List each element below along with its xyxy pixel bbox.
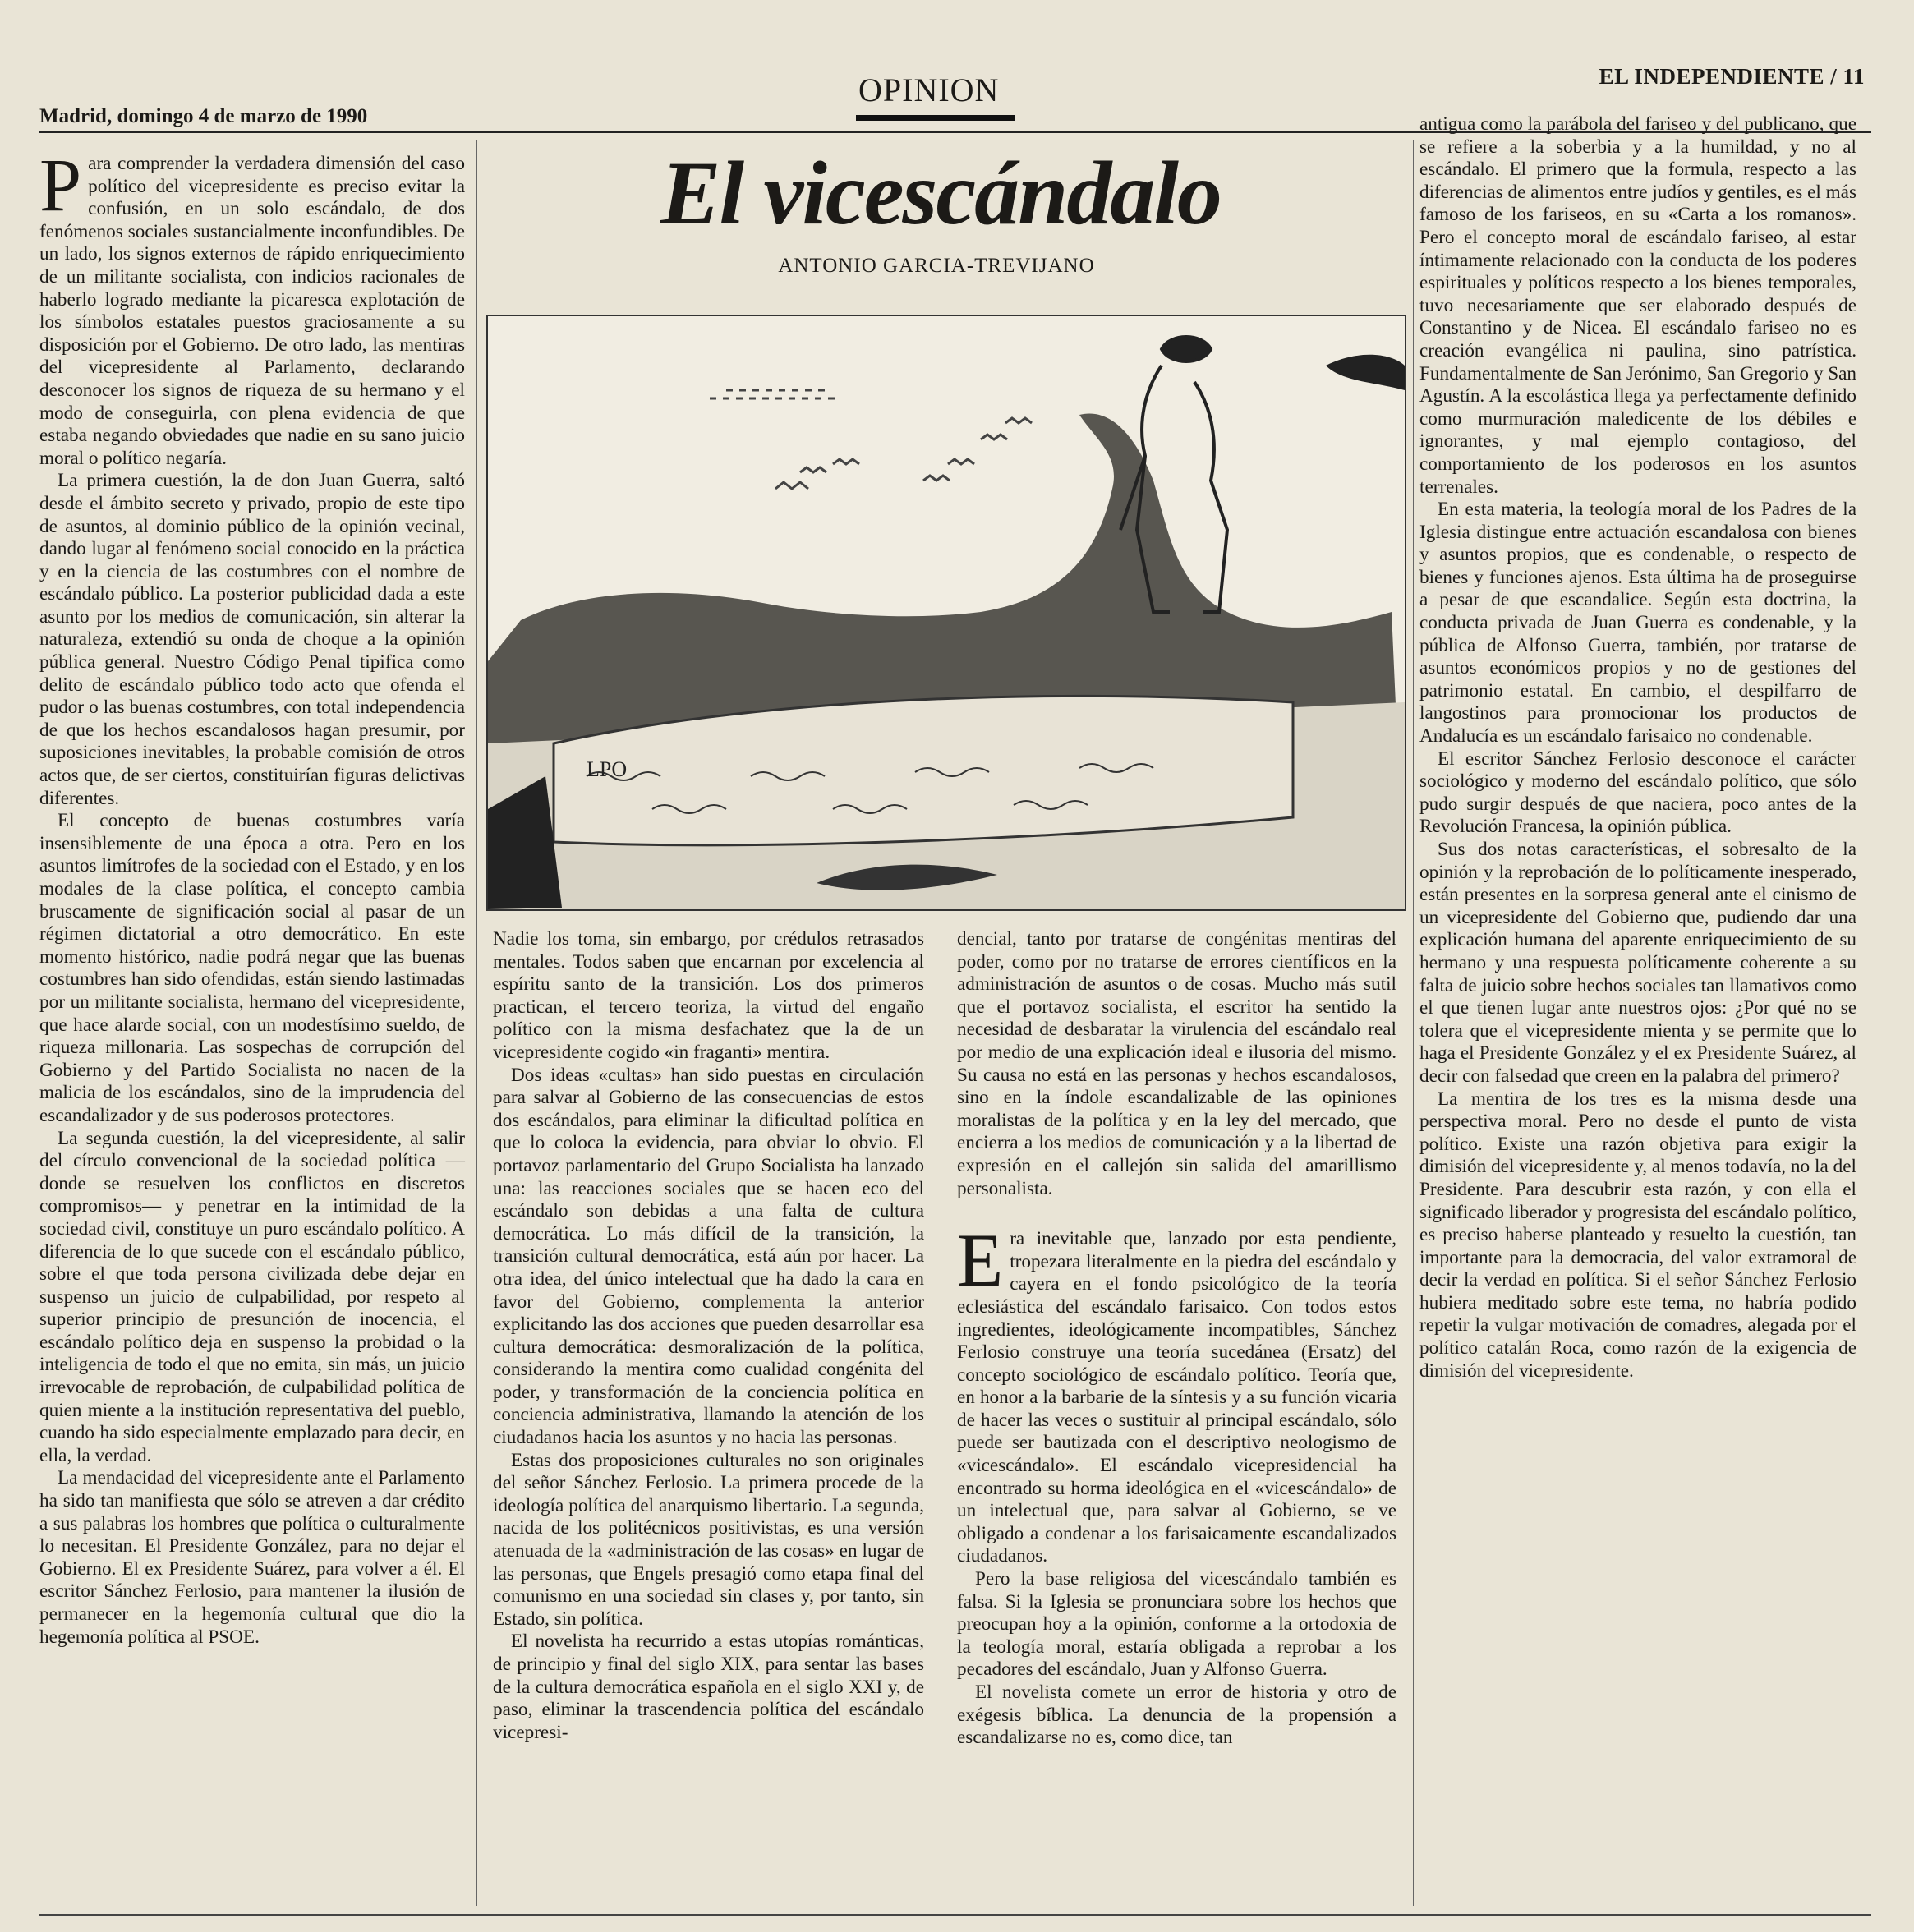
article-column-3 — [957, 928, 1396, 1750]
drop-cap-p: P — [39, 143, 82, 227]
paragraph: Dos ideas «cultas» han sido puestas en circulación para salvar al Gobierno de las consecuencias de estos dos escándalos, para eliminar la dificultad política en que lo coloca la evidencia, para obviar lo obvio. El portavoz parlamentario del Grupo Socialista ha lanzado una: las reacciones sociales que se hacen eco del escándalo son debidas a una falta de cultura democrática. Lo más difícil de la transición, la transición cultural democrática, está aún por hacer. La otra idea, del único intelectual que ha dado la cara en favor del Gobierno, complementa la anterior explicitando las dos acciones que pueden desarrollar esa cultura democrática: desmoralización de la política, considerando la mentira como cualidad congénita del poder, y transformación de la conciencia política en conciencia administrativa, llamando la atención de los ciudadanos hacia los asuntos y no hacia las personas. — [493, 1064, 924, 1449]
article-title: El vicescándalo — [660, 143, 1221, 243]
article-column-2 — [493, 928, 924, 1744]
paragraph: El novelista comete un error de historia y otro de exégesis bíblica. La denuncia de la propensión a escandalizarse no es, como dice, tan — [957, 1681, 1396, 1749]
paragraph: Estas dos proposiciones culturales no son originales del señor Sánchez Ferlosio. La primera procede de la ideología política del anarquismo libertario. La segunda, nacida de los politécnicos positivistas, es una versión atenuada de la «administración de las cosas» en lugar de las personas, que Engels presagió como etapa final del comunismo en una sociedad sin clases y, por tanto, sin Estado, sin política. — [493, 1449, 924, 1630]
paragraph: El escritor Sánchez Ferlosio desconoce el carácter sociológico y moderno del escándalo político, que sólo pudo surgir después de que naciera, poco antes de la Revolución Francesa, la opinión pública. — [1419, 748, 1856, 838]
paragraph: La mentira de los tres es la misma desde una perspectiva moral. Pero no desde el punto de vista político. Existe una razón objetiva para exigir la dimisión del vicepresidente y, al menos todavía, no la del Presidente. Para descubrir esta razón, y con ella el significado liberador y progresista del escándalo político, es preciso haberse planteado y resuelto la cuestión, tan importante para la democracia, del valor extramoral de decir la verdad en política. Si el señor Sánchez Ferlosio hubiera meditado sobre este tema, no habría podido repetir la vulgar motivación de comadres, alegada por el político catalán Roca, como razón de la exigencia de dimisión del vicepresidente. — [1419, 1088, 1856, 1382]
paragraph: antigua como la parábola del fariseo y del publicano, que se refiere a la soberbia y a la humildad, y no al escándalo. El primero que la formula, respecto a las diferencias de alimentos entre judíos y gentiles, es el más famoso de los fariseos, en su «Carta a los romanos». Pero el concepto moral de escándalo fariseo, al estar íntimamente relacionado con la conducta de los poderes espirituales y políticos respecto a los bienes temporales, tuvo necesariamente que ser elaborado después de Constantino y de Nicea. El escándalo fariseo no es creación evangélica ni paulina, sino patrística. Fundamentalmente de San Jerónimo, San Gregorio y San Agustín. A la escolástica llega ya perfectamente definido como murmuración maledicente de los débiles e ignorantes, y mal ejemplo contagioso, del comportamiento de los poderosos en los asuntos terrenales. — [1419, 113, 1856, 498]
footer-rule — [39, 1914, 1871, 1916]
section-title: OPINION — [858, 71, 1000, 108]
column-rule-3 — [1413, 140, 1414, 1906]
paragraph: Nadie los toma, sin embargo, por crédulos retrasados mentales. Todos saben que encarnan por excelencia al espíritu santo de la transición. Los dos primeros practican, el tercero teoriza, la virtud del engaño político con la misma desfachatez que la de un vicepresidente cogido «in fraganti» mentira. — [493, 928, 924, 1063]
column-rule-1 — [476, 140, 477, 1906]
issue-date: Madrid, domingo 4 de marzo de 1990 — [39, 105, 368, 127]
paragraph: dencial, tanto por tratarse de congénitas mentiras del poder, como por no tratarse de errores científicos en la administración de asuntos o de cosas. Mucho más sutil que el portavoz socialista, el escritor ha sentido la necesidad de desbaratar la virulencia del escándalo real por medio de una explicación ideal e ilusoria del mismo. Su causa no está en las personas y hechos escandalosos, sino en la índole escandalizable de las opiniones moralistas de la política y en la ley del mercado, que encierra a los medios de comunicación y a la libertad de expresión en el callejón sin salida del amarillismo personalista. — [957, 928, 1396, 1199]
paragraph: Sus dos notas características, el sobresalto de la opinión y la reprobación de lo políticamente inesperado, están presentes en la sorpresa general ante el cinismo de un vicepresidente del Gobierno que, pudiendo dar una explicación humana del aparente enriquecimiento de su hermano y una respuesta políticamente coherente a su falta de juicio sobre hechos sociales tan llamativos como el que tienen lugar ante nuestros ojos: ¿Por qué no se tolera que el vicepresidente mienta y se permite que lo haga el Presidente González y el ex Presidente Suárez, al decir con falsedad que creen en la palabra del primero? — [1419, 839, 1856, 1087]
article-column-4 — [1419, 113, 1856, 1382]
paragraph: ra inevitable que, lanzado por esta pendiente, tropezara literalmente en la piedra del escándalo y cayera en el fondo psicológico de la teoría eclesiástica del escándalo farisaico. Con todos estos ingredientes, ideológicamente incompatibles, Sánchez Ferlosio construye una teoría sucedánea (Ersatz) del concepto sociológico de escándalo político. Teoría que, en honor a la barbarie de la síntesis y a su función vicaria de hacer las veces o sustituir al principal escándalo, sólo puede ser bautizada con el descriptivo neologismo de «vicescándalo». El escándalo vicepresidencial ha encontrado su horma ideológica en el «vicescándalo» de un intelectual que, para salvar al Gobierno, se ve obligado a condenar a los farisaicamente escandalizados ciudadanos. — [957, 1228, 1396, 1567]
paragraph: ara comprender la verdadera dimensión del caso político del vicepresidente es preciso evitar la confusión, en un solo escándalo, de dos fenómenos sociales sustancialmente inconfundibles. De un lado, los signos externos de rápido enriquecimiento de un militante socialista, con indicios racionales de haberlo logrado mediante la picaresca explotación de los símbolos estatales puestos graciosamente a su disposición por el Gobierno. De otro lado, las mentiras del vicepresidente al Parlamento, declarando desconocer los signos de riqueza de su hermano y el modo de conseguirla, con plena evidencia de que estaba negando obviedades que nadie en su sano juicio moral o político negaría. — [39, 153, 465, 469]
illustration-label: LPO — [587, 757, 628, 781]
article-author: ANTONIO GARCIA-TREVIJANO — [778, 255, 1095, 277]
paragraph: El novelista ha recurrido a estas utopías románticas, de principio y final del siglo XIX, para sentar las bases de la cultura democrática española en el siglo XXI y, de paso, eliminar la trascendencia política del escándalo vicepresi- — [493, 1631, 924, 1743]
paragraph: En esta materia, la teología moral de los Padres de la Iglesia distingue entre actuación escandalosa con bienes y asuntos propios, que es condenable, o respecto de bienes y funciones ajenos. Esta última ha de proseguirse a pesar de que escandalice. Según esta doctrina, la conducta privada de Juan Guerra es condenable, y la pública de Alfonso Guerra, también, por tratarse de asuntos económicos propios y no de gestiones del patrimonio estatal. En cambio, el despilfarro de langostinos para promocionar los productos de Andalucía es un escándalo farisaico no condenable. — [1419, 499, 1856, 748]
illustration-drawing — [488, 316, 1405, 909]
paragraph: El concepto de buenas costumbres varía insensiblemente de una época a otra. Pero en los asuntos limítrofes de la sociedad con el Estado, y en los modales de la clase política, el concepto cambia bruscamente de significación social al pasar de un régimen dictatorial a otro democrático. En este momento histórico, nadie podrá negar que las buenas costumbres han sido ofendidas, están siendo lastimadas por un militante socialista, hermano del vicepresidente, que hace alarde social, con un modestísimo sueldo, de riqueza millonaria. Las sospechas de corrupción del Gobierno y del Partido Socialista no nacen de la malicia de los escándalos, sino de la imprudencia del escandalizador y de sus poderosos protectores. — [39, 810, 465, 1126]
paragraph: Pero la base religiosa del vicescándalo también es falsa. Si la Iglesia se pronunciara sobre los hechos que preocupan hoy a la opinión, conforme a la ortodoxia de la teología moral, estaría obligada a reprobar a los pecadores del escándalo, Juan y Alfonso Guerra. — [957, 1568, 1396, 1681]
section-underline — [856, 115, 1015, 121]
drop-cap-e: E — [957, 1218, 1004, 1303]
article-column-1 — [39, 143, 465, 1649]
paragraph: La primera cuestión, la de don Juan Guerra, saltó desde el ámbito secreto y privado, propio de este tipo de asuntos, al dominio público de la opinión vecinal, dando lugar al fenómeno social conocido en la práctica y en la ciencia de las costumbres con el nombre de escándalo público. La posterior publicidad dada a este asunto por los medios de comunicación, sin alterar la naturaleza, extendió su onda de choque a la opinión pública general. Nuestro Código Penal tipifica como delito de escándalo público todo acto que ofenda el pudor o las buenas costumbres, con total independencia de que los hechos escandalosos hagan presumir, por suposiciones inevitables, la probable comisión de otros actos que, de ser ciertos, constituirían figuras delictivas diferentes. — [39, 470, 465, 809]
article-illustration — [486, 315, 1406, 911]
paragraph: La mendacidad del vicepresidente ante el Parlamento ha sido tan manifiesta que sólo se atreven a dar crédito a sus palabras los hombres que política o culturalmente lo necesitan. El Presidente González, para no dejar el Gobierno. El ex Presidente Suárez, para volver a él. El escritor Sánchez Ferlosio, para mantener la ilusión de permanecer en la hegemonía cultural que dio la hegemonía política al PSOE. — [39, 1467, 465, 1648]
paper-name-page-number: EL INDEPENDIENTE / 11 — [1599, 64, 1865, 89]
paragraph: La segunda cuestión, la del vicepresidente, al salir del círculo convencional de la sociedad política —donde se resuelven los conflictos en discretos compromisos— y penetrar en la intimidad de la sociedad civil, constituye un puro escándalo político. A diferencia de lo que sucede con el escándalo público, sobre el que toda persona civilizada debe dejar en suspenso un juicio de culpabilidad, por respeto al superior principio de presunción de inocencia, el escándalo político deja en suspenso la probidad o la inteligencia de todo el que no emita, sin más, un juicio irrevocable de reprobación, de culpabilidad política de quien miente a la institución representativa del pueblo, cuando ha sido especialmente emplazado para decir, en ella, la verdad. — [39, 1127, 465, 1466]
